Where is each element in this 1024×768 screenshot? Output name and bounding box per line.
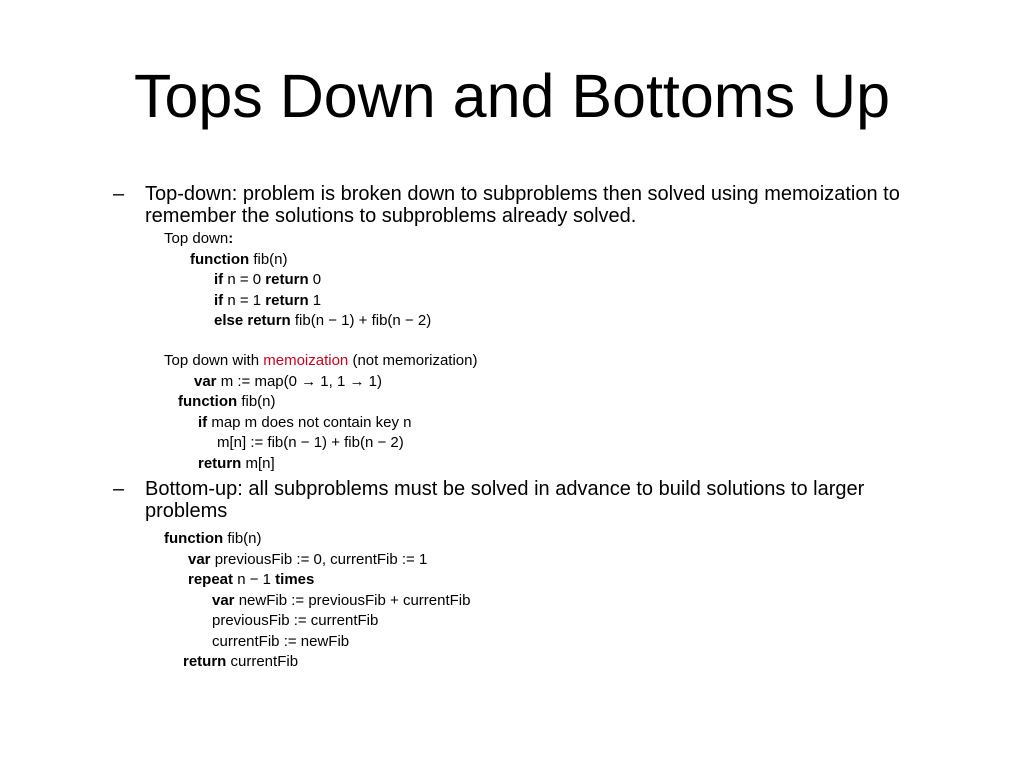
code-text: previousFib := currentFib bbox=[212, 612, 379, 629]
code-heading: Top down bbox=[164, 230, 229, 247]
code-text: map m does not contain key n bbox=[207, 413, 412, 431]
code-text: (not memorization) bbox=[348, 352, 478, 369]
bullet-text: Top-down: problem is broken down to subproblems then solved using memoization to remember the solutions to subproblems already solved. bbox=[145, 183, 900, 227]
code-keyword: function bbox=[178, 393, 238, 410]
code-line bbox=[198, 413, 411, 434]
code-keyword: return bbox=[265, 271, 309, 288]
code-line bbox=[212, 611, 378, 632]
code-line bbox=[188, 570, 314, 591]
code-line bbox=[194, 372, 382, 393]
code-keyword: else return bbox=[214, 312, 291, 329]
code-heading-colon: : bbox=[228, 230, 234, 247]
code-line bbox=[214, 311, 431, 332]
code-keyword: var bbox=[188, 550, 211, 568]
code-text: fib(n − 1) + fib(n − 2) bbox=[290, 312, 432, 329]
code-line bbox=[214, 270, 321, 291]
code-line bbox=[164, 229, 233, 250]
code-line bbox=[214, 291, 321, 312]
code-keyword: if bbox=[214, 271, 224, 288]
code-text: n = 0 bbox=[223, 271, 266, 288]
code-line bbox=[190, 250, 288, 271]
code-keyword: return bbox=[198, 454, 242, 472]
code-keyword: function bbox=[164, 530, 224, 547]
memoization-highlight: memoization bbox=[263, 352, 349, 369]
code-heading: Top down with bbox=[164, 352, 264, 369]
bullet-text: Bottom-up: all subproblems must be solved in advance to build solutions to larger problems bbox=[145, 478, 865, 522]
code-text: fib(n) bbox=[249, 250, 288, 268]
code-text: newFib := previousFib + currentFib bbox=[234, 591, 471, 609]
code-keyword: return bbox=[183, 653, 227, 670]
code-keyword: var bbox=[212, 591, 235, 609]
code-text: fib(n) bbox=[237, 393, 276, 410]
code-text: n = 1 bbox=[223, 291, 266, 309]
code-line bbox=[183, 652, 298, 673]
code-text: currentFib := newFib bbox=[212, 632, 350, 650]
code-line bbox=[198, 454, 275, 475]
code-keyword: return bbox=[265, 291, 309, 309]
code-keyword: repeat bbox=[188, 571, 234, 588]
bullet-dash: – bbox=[113, 183, 125, 205]
code-keyword: function bbox=[190, 250, 250, 268]
slide-title: Tops Down and Bottoms Up bbox=[133, 62, 891, 130]
code-line bbox=[178, 392, 276, 413]
code-line bbox=[164, 351, 478, 372]
code-text: m[n] := fib(n − 1) + fib(n − 2) bbox=[217, 434, 404, 451]
code-keyword: if bbox=[198, 413, 208, 431]
code-text: previousFib := 0, currentFib := 1 bbox=[210, 550, 428, 568]
code-text: currentFib bbox=[226, 653, 299, 670]
code-keyword: var bbox=[194, 372, 217, 390]
code-line bbox=[188, 550, 427, 571]
code-line bbox=[212, 632, 349, 653]
code-text: n − 1 bbox=[233, 571, 276, 588]
code-text: 1 bbox=[308, 291, 322, 309]
code-keyword: times bbox=[275, 571, 315, 588]
code-text: m[n] bbox=[241, 454, 275, 472]
code-line bbox=[217, 433, 404, 454]
code-text: m := map(0 → 1, 1 → 1) bbox=[216, 372, 382, 390]
code-text: fib(n) bbox=[223, 530, 262, 547]
code-line bbox=[212, 591, 470, 612]
bullet-dash: – bbox=[113, 478, 125, 500]
code-line bbox=[164, 529, 262, 550]
code-text: 0 bbox=[308, 271, 322, 288]
code-keyword: if bbox=[214, 291, 224, 309]
